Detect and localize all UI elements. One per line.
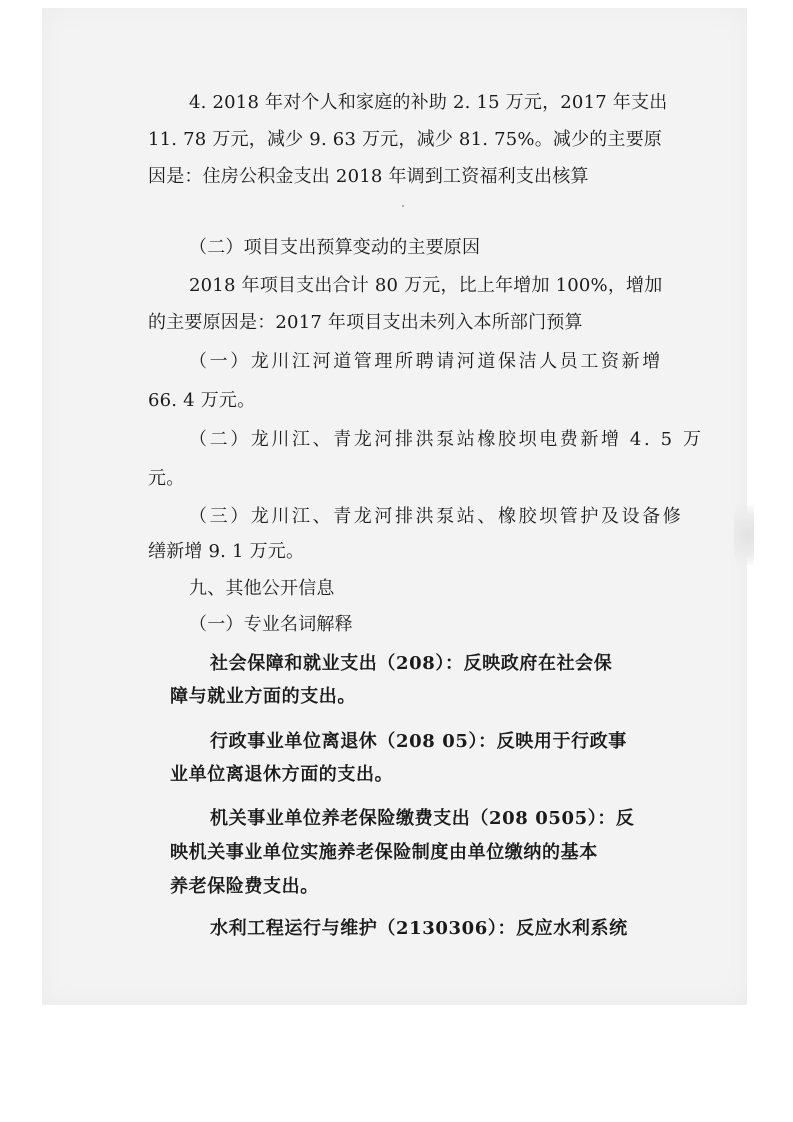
paragraph-4-line-2: 11. 78 万元，减少 9. 63 万元，减少 81. 75%。减少的主要原	[148, 129, 663, 150]
subsection-heading-terms: （一）专业名词解释	[189, 614, 353, 635]
term-retirement-line-2: 业单位离退休方面的支出。	[170, 764, 394, 785]
term-social-security-line-1: 社会保障和就业支出（208）：反映政府在社会保	[210, 653, 613, 674]
project-item-3-line-1: （三）龙川江、青龙河排洪泵站、橡胶坝管护及设备修	[189, 506, 684, 527]
section-heading-project-expenditure: （二）项目支出预算变动的主要原因	[189, 237, 481, 258]
term-pension-line-2: 映机关事业单位实施养老保险制度由单位缴纳的基本	[170, 842, 598, 863]
project-item-3-line-2: 缮新增 9. 1 万元。	[148, 541, 305, 562]
project-item-1-line-1: （一）龙川江河道管理所聘请河道保洁人员工资新增	[189, 351, 663, 372]
project-total-line-2: 的主要原因是：2017 年项目支出未列入本所部门预算	[148, 312, 583, 333]
term-retirement-line-1: 行政事业单位离退休（208 05）：反映用于行政事	[210, 731, 627, 752]
term-social-security-line-2: 障与就业方面的支出。	[170, 686, 356, 707]
term-pension-line-3: 养老保险费支出。	[170, 876, 319, 897]
project-total-line-1: 2018 年项目支出合计 80 万元，比上年增加 100%，增加	[189, 275, 663, 296]
term-pension-line-1: 机关事业单位养老保险缴费支出（208 0505）：反	[210, 808, 635, 829]
section-heading-other-info: 九、其他公开信息	[189, 578, 335, 599]
paragraph-4-line-3: 因是：住房公积金支出 2018 年调到工资福利支出核算	[148, 166, 589, 187]
page-edge-stamp-mark	[734, 505, 754, 565]
project-item-1-line-2: 66. 4 万元。	[148, 390, 256, 411]
paragraph-4-line-1: 4. 2018 年对个人和家庭的补助 2. 15 万元，2017 年支出	[189, 92, 668, 113]
term-water-conservancy-line-1: 水利工程运行与维护（2130306）：反应水利系统	[210, 918, 628, 939]
project-item-2-line-2: 元。	[148, 468, 185, 489]
scan-speck	[402, 205, 404, 207]
project-item-2-line-1: （二）龙川江、青龙河排洪泵站橡胶坝电费新增 4. 5 万	[189, 429, 704, 450]
